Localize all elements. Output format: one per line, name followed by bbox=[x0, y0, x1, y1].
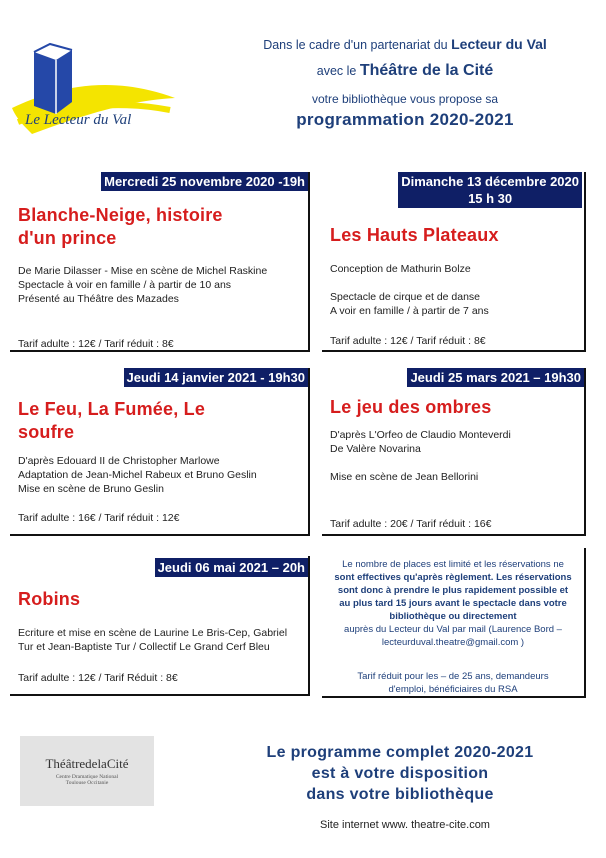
header-line-2: avec le Théâtre de la Cité bbox=[316, 62, 494, 79]
program-line-2: est à votre disposition bbox=[311, 765, 489, 782]
event-card-5 bbox=[10, 556, 310, 696]
event-title: Le Feu, La Fumée, Le soufre bbox=[18, 399, 206, 442]
event-card-3 bbox=[10, 368, 310, 536]
event-card-4 bbox=[322, 368, 586, 536]
event-title: Le jeu des ombres bbox=[330, 397, 492, 417]
event-card-1 bbox=[10, 172, 310, 352]
website-link[interactable]: Site internet www. theatre-cite.com bbox=[320, 819, 490, 831]
event-date: Jeudi 14 janvier 2021 - 19h30 bbox=[124, 368, 309, 387]
event-tarif: Tarif adulte : 12€ / Tarif réduit : 8€ bbox=[18, 338, 174, 350]
event-date: Mercredi 25 novembre 2020 -19h bbox=[101, 172, 308, 191]
program-line-3: dans votre bibliothèque bbox=[306, 786, 494, 803]
event-date: Jeudi 25 mars 2021 – 19h30 bbox=[407, 368, 584, 387]
header-line-1: Dans le cadre d'un partenariat du Lecteur du Val bbox=[263, 36, 547, 52]
event-card-2 bbox=[322, 172, 586, 352]
header-line-3: votre bibliothèque vous propose sa bbox=[311, 92, 499, 106]
event-tarif: Tarif adulte : 12€ / Tarif réduit : 8€ bbox=[330, 335, 486, 347]
event-tarif: Tarif adulte : 12€ / Tarif Réduit : 8€ bbox=[18, 672, 178, 684]
event-date: Dimanche 13 décembre 2020 15 h 30 bbox=[398, 172, 582, 208]
event-tarif: Tarif adulte : 20€ / Tarif réduit : 16€ bbox=[330, 518, 492, 530]
event-description: D'après L'Orfeo de Claudio Monteverdi De Valère Novarina Mise en scène de Jean Bellorini bbox=[330, 429, 511, 483]
event-description: De Marie Dilasser - Mise en scène de Michel Raskine Spectacle à voir en famille / à partir de 10 ans Présenté au Théâtre des Mazades bbox=[18, 265, 268, 305]
logo-text: Le Lecteur du Val bbox=[25, 112, 132, 128]
event-title: Les Hauts Plateaux bbox=[330, 225, 499, 245]
event-description: Conception de Mathurin Bolze Spectacle de cirque et de danse A voir en famille / à partir de 7 ans bbox=[330, 263, 489, 317]
theatre-de-la-cite-logo: ThéâtredelaCité Centre Dramatique National Toulouse Occitanie bbox=[20, 736, 154, 806]
reservation-text: Le nombre de places est limité et les réservations ne sont effectives qu'après règlement. Les réservations sont donc à prendre le plus rapidement possible et au plus tard 15 jours avant le spectacle dans votre bibliothèque ou directement auprès du Lecteur du Val par mail (Laurence Bord – lecteurduval.theatre@gmail.com ) bbox=[334, 559, 572, 648]
event-date: Jeudi 06 mai 2021 – 20h bbox=[155, 558, 308, 577]
event-tarif: Tarif adulte : 16€ / Tarif réduit : 12€ bbox=[18, 512, 180, 524]
event-description: Ecriture et mise en scène de Laurine Le Bris-Cep, Gabriel Tur et Jean-Baptiste Tur / Collectif Le Grand Cerf Bleu bbox=[18, 627, 288, 653]
event-title: Blanche-Neige, histoire d'un prince bbox=[18, 205, 223, 248]
event-description: D'après Edouard II de Christopher Marlowe Adaptation de Jean-Michel Rabeux et Bruno Geslin Mise en scène de Bruno Geslin bbox=[18, 455, 257, 495]
event-title: Robins bbox=[18, 589, 81, 609]
reservation-info-box bbox=[322, 548, 586, 698]
program-line-1: Le programme complet 2020-2021 bbox=[266, 744, 534, 761]
header-title: programmation 2020-2021 bbox=[296, 110, 514, 129]
reduced-rate-text: Tarif réduit pour les – de 25 ans, demandeurs d'emploi, bénéficiaires du RSA bbox=[357, 671, 549, 695]
